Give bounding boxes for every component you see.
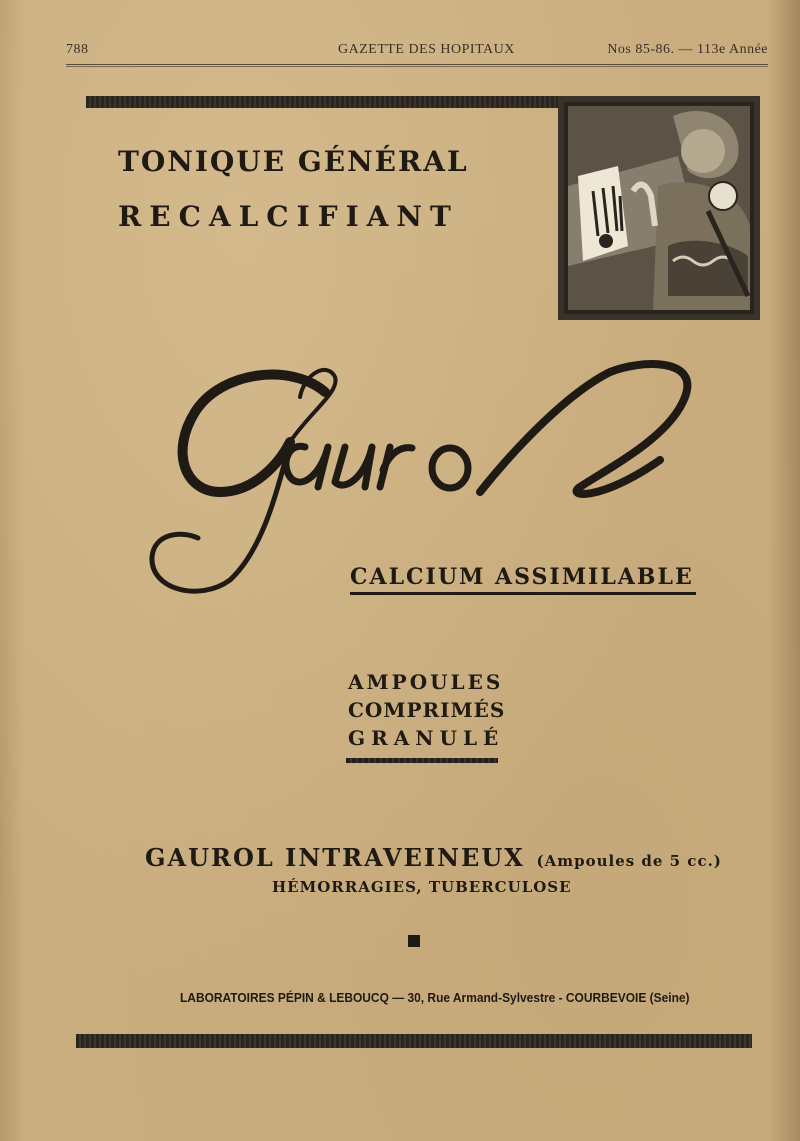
forms-divider [346,758,498,763]
form-granule: GRANULÉ [348,726,505,750]
subtitle-underline [350,592,696,595]
square-ornament [408,935,420,947]
issue-number: Nos 85-86. — 113e Année [607,42,768,57]
indications: HÉMORRAGIES, TUBERCULOSE [272,878,572,896]
page-header [66,38,768,65]
form-ampoules: AMPOULES [348,670,504,694]
calcium-subtitle: CALCIUM ASSIMILABLE [350,564,694,590]
dosage-forms [348,668,505,752]
page-number: 788 [66,42,89,57]
top-bar [86,96,560,108]
journal-title: GAZETTE DES HOPITAUX [338,42,515,57]
laboratory-address: LABORATOIRES PÉPIN & LEBOUCQ — 30, Rue Armand-Sylvestre - COURBEVOIE (Seine) [180,990,690,1005]
form-comprimes: COMPRIMÉS [348,698,506,722]
intravenous-note: (Ampoules de 5 cc.) [536,852,722,870]
header-divider [66,66,768,67]
tagline-recalcifiant: RECALCIFIANT [118,200,459,233]
bottom-bar [76,1034,752,1048]
tagline-tonique: TONIQUE GÉNÉRAL [118,145,469,178]
doctor-xray-icon [558,96,760,320]
intravenous-title: GAUROL INTRAVEINEUX [145,843,525,872]
intravenous-line [145,843,722,872]
